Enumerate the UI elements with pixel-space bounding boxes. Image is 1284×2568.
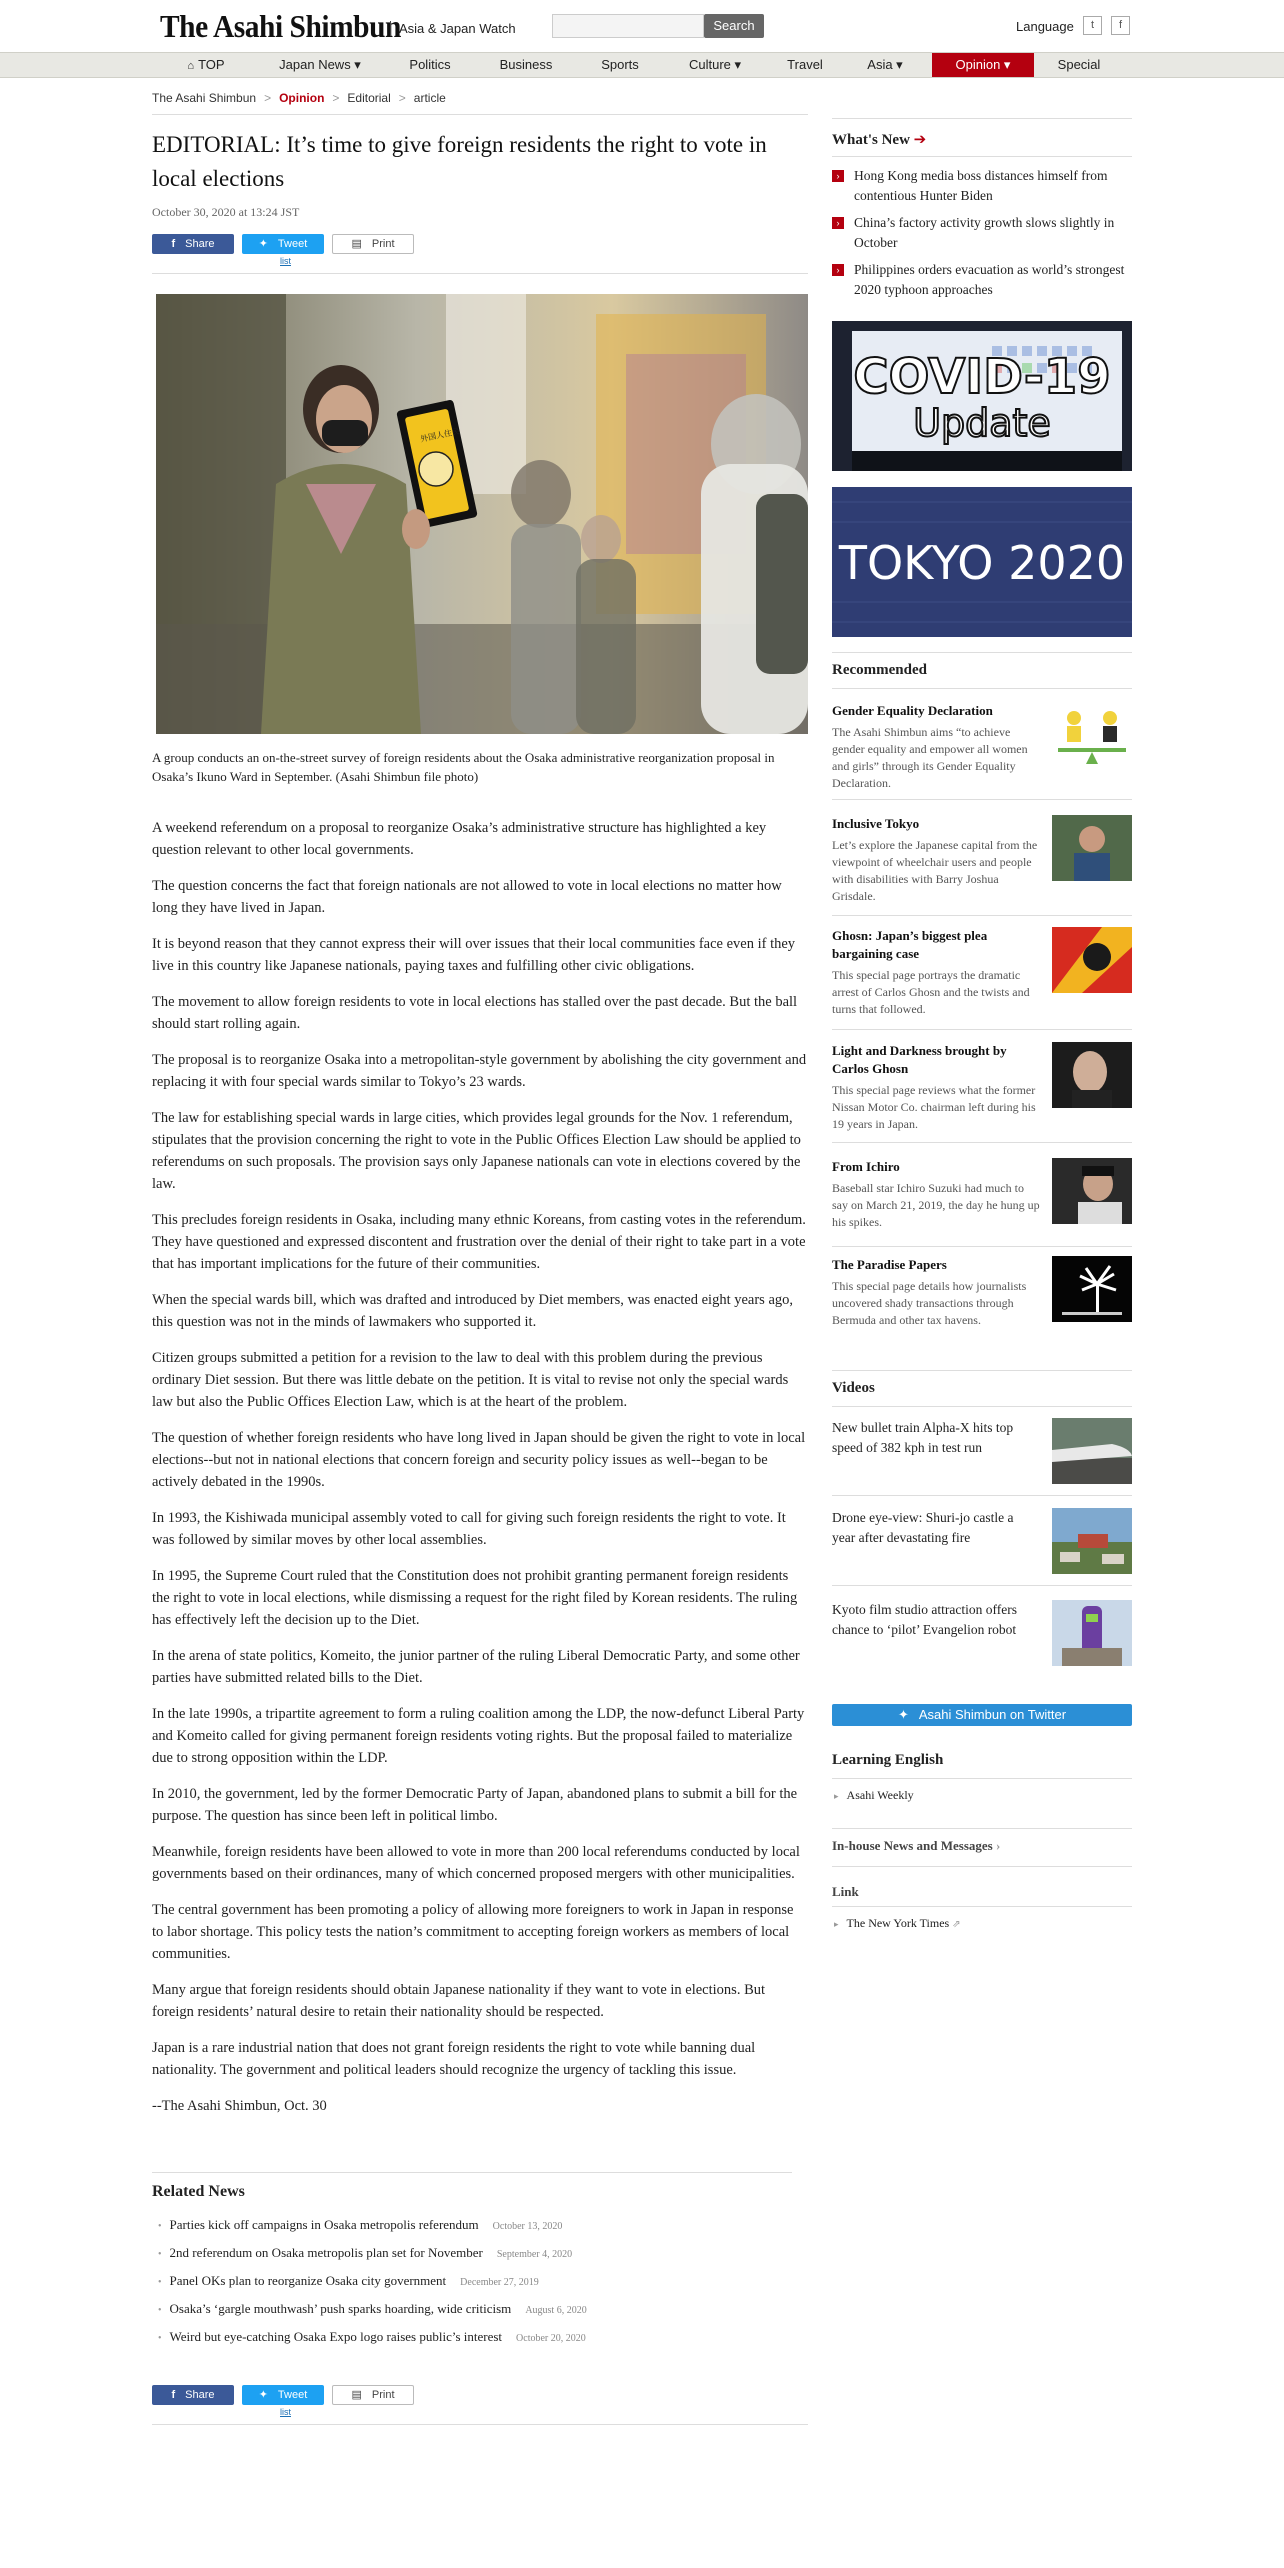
divider bbox=[832, 1142, 1132, 1143]
article-paragraph: In 2010, the government, led by the former Democratic Party of Japan, abandoned plans to submit a bill for the purpose. The question has since been left in political limbo. bbox=[152, 1786, 798, 1824]
triangle-right-icon: ▸ bbox=[834, 1919, 839, 1929]
paradise-papers-thumbnail bbox=[1052, 1256, 1132, 1322]
divider bbox=[152, 2424, 808, 2425]
divider bbox=[832, 1406, 1132, 1407]
tweet-button[interactable]: ✦ Tweet bbox=[242, 2385, 324, 2405]
article-paragraph: Japan is a rare industrial nation that does not grant foreign residents the right to vote while banning dual nationality. The government and political leaders should recognize the urgency of tackling this issue. bbox=[152, 2040, 756, 2078]
whats-new-item[interactable]: › China’s factory activity growth slows slightly in October bbox=[832, 213, 1132, 253]
svg-text:Update: Update bbox=[913, 401, 1051, 445]
article-paragraph: In the late 1990s, a tripartite agreement to form a ruling coalition among the LDP, the now-defunct Liberal Party and Komeito called for giving permanent foreign residents voting rights. But the proposal failed to materialize due to strong opposition within the LDP. bbox=[152, 1706, 805, 1766]
breadcrumb-opinion[interactable]: Opinion bbox=[279, 91, 325, 105]
divider bbox=[832, 652, 1132, 653]
facebook-icon: f bbox=[171, 238, 176, 250]
article-paragraph: The law for establishing special wards in large cities, which provides legal grounds for the Nov. 1 referendum, stipulates that the provision concerning the right to vote in the Public Offices Election Law should be applied to referendums on such proposals. The provision says only Japanese nationals can vote in elections covered by the law. bbox=[152, 1110, 801, 1192]
video-item[interactable]: New bullet train Alpha-X hits top speed of 382 kph in test run bbox=[832, 1418, 1132, 1458]
divider bbox=[832, 1029, 1132, 1030]
whats-new-title[interactable]: What's New ➔ bbox=[832, 130, 927, 148]
search-input[interactable] bbox=[552, 14, 704, 38]
gender-equality-thumbnail bbox=[1052, 702, 1132, 768]
photo-illustration bbox=[156, 294, 808, 734]
share-bar-bottom bbox=[152, 2385, 422, 2415]
nav-item-top[interactable]: ⌂ TOP bbox=[187, 57, 225, 72]
divider bbox=[832, 1828, 1132, 1829]
divider bbox=[152, 2172, 792, 2173]
inclusive-tokyo-thumbnail bbox=[1052, 815, 1132, 881]
bullet-icon: • bbox=[158, 2305, 162, 2316]
divider bbox=[832, 1585, 1132, 1586]
article-signature: --The Asahi Shimbun, Oct. 30 bbox=[152, 2098, 327, 2114]
site-logo[interactable]: The Asahi Shimbun bbox=[160, 8, 401, 44]
article-paragraph: Citizen groups submitted a petition for a revision to the law to deal with this problem during the previous ordinary Diet session. But there was little debate on the petition. It is vital to revise not only the special wards law but also the Public Offices Election Law, which is at the heart of the problem. bbox=[152, 1350, 789, 1410]
printer-icon: ▤ bbox=[351, 238, 362, 250]
related-news-item[interactable]: • 2nd referendum on Osaka metropolis plan set for November September 4, 2020 bbox=[158, 2245, 573, 2260]
search-button[interactable]: Search bbox=[704, 14, 764, 38]
divider bbox=[832, 1370, 1132, 1371]
recommended-title: Recommended bbox=[832, 662, 927, 678]
divider bbox=[832, 118, 1132, 119]
divider bbox=[832, 688, 1132, 689]
recommended-item[interactable]: Ghosn: Japan’s biggest plea bargaining case This special page portrays the dramatic arrest of Carlos Ghosn and the twists and turns that followed. bbox=[832, 927, 1132, 1018]
facebook-icon[interactable]: f bbox=[1111, 16, 1130, 35]
twitter-follow-bar[interactable]: ✦ Asahi Shimbun on Twitter bbox=[832, 1704, 1132, 1726]
nav-item-special[interactable]: Special bbox=[1057, 57, 1101, 72]
nav-item-culture[interactable]: Culture ▾ bbox=[688, 57, 742, 72]
article-title: EDITORIAL: It’s time to give foreign residents the right to vote in local elections bbox=[152, 132, 767, 191]
article-paragraph: In 1995, the Supreme Court ruled that the Constitution does not prohibit granting permanent foreign residents the right to vote in local elections, while dismissing a request for the right filed by Korean residents. The ruling has effectively left the decision up to the Diet. bbox=[152, 1568, 798, 1628]
twitter-bird-icon: ✦ bbox=[897, 1707, 909, 1722]
printer-icon: ▤ bbox=[351, 2389, 362, 2401]
chevron-right-icon: › bbox=[832, 217, 844, 229]
covid-update-banner[interactable] bbox=[832, 321, 1132, 471]
twitter-icon[interactable]: t bbox=[1083, 16, 1102, 35]
recommended-item[interactable]: The Paradise Papers This special page details how journalists uncovered shady transactions through Bermuda and other tax havens. bbox=[832, 1256, 1132, 1329]
related-news-item[interactable]: • Parties kick off campaigns in Osaka metropolis referendum October 13, 2020 bbox=[158, 2217, 563, 2232]
bullet-icon: • bbox=[158, 2333, 162, 2344]
bullet-icon: • bbox=[158, 2277, 162, 2288]
bullet-train-thumbnail bbox=[1052, 1418, 1132, 1484]
print-button[interactable]: ▤ Print bbox=[332, 234, 414, 254]
svg-text:COVID-19: COVID-19 bbox=[853, 349, 1111, 405]
video-item[interactable]: Kyoto film studio attraction offers chance to ‘pilot’ Evangelion robot bbox=[832, 1600, 1132, 1640]
nav-item-politics[interactable]: Politics bbox=[409, 57, 451, 72]
tweet-list-link[interactable]: list bbox=[280, 256, 291, 266]
article-photo bbox=[156, 294, 808, 734]
new-york-times-link[interactable]: ▸ The New York Times ⇗ bbox=[834, 1916, 961, 1930]
article-paragraph: In the arena of state politics, Komeito, the junior partner of the ruling Liberal Democratic Party, and some other parties have submitted related bills to the Diet. bbox=[152, 1648, 800, 1686]
breadcrumb-home[interactable]: The Asahi Shimbun bbox=[152, 91, 257, 105]
video-item[interactable]: Drone eye-view: Shuri-jo castle a year after devastating fire bbox=[832, 1508, 1132, 1548]
site-header bbox=[0, 0, 1284, 52]
facebook-share-button[interactable]: f Share bbox=[152, 2385, 234, 2405]
article-paragraph: The question concerns the fact that foreign nationals are not allowed to vote in local elections no matter how long they have lived in Japan. bbox=[152, 878, 782, 916]
divider bbox=[832, 1246, 1132, 1247]
link-section-title: Link bbox=[832, 1884, 859, 1899]
sign-text: 外国人住民 bbox=[419, 426, 461, 444]
arrow-right-icon: ➔ bbox=[913, 130, 927, 148]
divider bbox=[832, 1495, 1132, 1496]
language-link[interactable]: Language bbox=[1016, 19, 1074, 34]
breadcrumb-editorial[interactable]: Editorial bbox=[347, 91, 391, 105]
print-button[interactable]: ▤ Print bbox=[332, 2385, 414, 2405]
recommended-item[interactable]: Light and Darkness brought by Carlos Ghosn This special page reviews what the former Nissan Motor Co. chairman left during his 19 years in Japan. bbox=[832, 1042, 1132, 1133]
home-icon: ⌂ bbox=[187, 60, 195, 72]
divider bbox=[832, 915, 1132, 916]
article-paragraph: A weekend referendum on a proposal to reorganize Osaka’s administrative structure has highlighted a key question relevant to other local governments. bbox=[152, 820, 767, 858]
related-news-item[interactable]: • Weird but eye-catching Osaka Expo logo raises public’s interest October 20, 2020 bbox=[158, 2329, 586, 2344]
nav-item-japan-news[interactable]: Japan News ▾ bbox=[279, 57, 361, 72]
site-logo-subtitle: Asia & Japan Watch bbox=[390, 21, 516, 36]
article-paragraph: The central government has been promoting a policy of allowing more foreigners to work in Japan in response to labor shortage. This policy tests the nation’s commitment to accepting foreign workers as members of local communities. bbox=[152, 1902, 794, 1962]
svg-text:TOKYO 2020: TOKYO 2020 bbox=[838, 536, 1126, 590]
tokyo-2020-banner[interactable] bbox=[832, 487, 1132, 637]
photo-caption: A group conducts an on-the-street survey of foreign residents about the Osaka administrative reorganization proposal in Osaka’s Ikuno Ward in September. (Asahi Shimbun file photo) bbox=[152, 750, 775, 784]
related-news-item[interactable]: • Panel OKs plan to reorganize Osaka city government December 27, 2019 bbox=[158, 2273, 539, 2288]
article-paragraph: Meanwhile, foreign residents have been allowed to vote in more than 200 local referendums conducted by local governments based on their ordinances, many of which concerned proposed mergers with other municipalities. bbox=[152, 1844, 800, 1882]
inhouse-news-link[interactable]: In-house News and Messages › bbox=[832, 1838, 1001, 1853]
facebook-icon: f bbox=[171, 2389, 176, 2401]
whats-new-item[interactable]: › Hong Kong media boss distances himself from contentious Hunter Biden bbox=[832, 166, 1132, 206]
chevron-right-icon: › bbox=[832, 170, 844, 182]
recommended-item[interactable]: Gender Equality Declaration The Asahi Shimbun aims “to achieve gender equality and empower all women and girls” through its Gender Equality Declaration. bbox=[832, 702, 1132, 792]
article-paragraph: The proposal is to reorganize Osaka into a metropolitan-style government by abolishing the city government and replacing it with four special wards similar to Tokyo’s 23 wards. bbox=[152, 1052, 807, 1090]
bullet-icon: • bbox=[158, 2249, 162, 2260]
share-bar-top bbox=[152, 234, 422, 264]
bullet-icon: • bbox=[158, 2221, 162, 2232]
article-date: October 30, 2020 at 13:24 JST bbox=[152, 205, 300, 219]
divider bbox=[832, 1778, 1132, 1779]
tokyo-banner-image bbox=[832, 487, 1132, 637]
article-paragraph: The question of whether foreign residents who have long lived in Japan should be given the right to vote in local elections--but not in national elections that concern foreign and security policy issues as well--began to be actively debated in the 1990s. bbox=[152, 1430, 806, 1490]
breadcrumb-current: article bbox=[413, 91, 446, 105]
chevron-right-icon: › bbox=[995, 1838, 1001, 1853]
related-news-item[interactable]: • Osaka’s ‘gargle mouthwash’ push sparks hoarding, wide criticism August 6, 2020 bbox=[158, 2301, 587, 2316]
ghosn-thumbnail bbox=[1052, 927, 1132, 993]
related-news-list bbox=[158, 2217, 798, 2357]
divider bbox=[152, 273, 808, 274]
shuri-castle-thumbnail bbox=[1052, 1508, 1132, 1574]
tweet-list-link[interactable]: list bbox=[280, 2407, 291, 2417]
triangle-right-icon: ▸ bbox=[834, 1791, 839, 1801]
ichiro-thumbnail bbox=[1052, 1158, 1132, 1224]
asahi-weekly-link[interactable]: ▸ Asahi Weekly bbox=[834, 1788, 914, 1802]
related-news-title: Related News bbox=[152, 2183, 245, 2200]
twitter-bird-icon: ✦ bbox=[258, 238, 268, 250]
divider bbox=[152, 114, 808, 115]
ghosn-portrait-thumbnail bbox=[1052, 1042, 1132, 1108]
facebook-share-button[interactable]: f Share bbox=[152, 234, 234, 254]
nav-item-opinion[interactable]: Opinion ▾ bbox=[932, 53, 1034, 77]
divider bbox=[832, 156, 1132, 157]
nav-item-business[interactable]: Business bbox=[499, 57, 553, 72]
breadcrumb: The Asahi Shimbun > Opinion > Editorial > article bbox=[152, 91, 446, 105]
external-link-icon: ⇗ bbox=[952, 1919, 961, 1930]
article-paragraph: In 1993, the Kishiwada municipal assembly voted to call for giving such foreign residents the right to vote. It was followed by similar moves by other local assemblies. bbox=[152, 1510, 786, 1548]
learning-english-title: Learning English bbox=[832, 1752, 944, 1768]
article-paragraph: When the special wards bill, which was drafted and introduced by Diet members, was enacted eight years ago, this question was not in the minds of lawmakers who supported it. bbox=[152, 1292, 794, 1330]
nav-item-asia[interactable]: Asia ▾ bbox=[867, 57, 903, 72]
recommended-item[interactable]: Inclusive Tokyo Let’s explore the Japanese capital from the viewpoint of wheelchair users and people with disabilities with Barry Joshua Grisdale. bbox=[832, 815, 1132, 905]
divider bbox=[832, 1906, 1132, 1907]
evangelion-thumbnail bbox=[1052, 1600, 1132, 1666]
recommended-item[interactable]: From Ichiro Baseball star Ichiro Suzuki had much to say on March 21, 2019, the day he hung up his spikes. bbox=[832, 1158, 1132, 1231]
article-paragraph: This precludes foreign residents in Osaka, including many ethnic Koreans, from casting votes in the referendum. They have questioned and expressed discontent and frustration over the denial of their right to take part in a vote that has important implications for the future of their communities. bbox=[152, 1212, 806, 1272]
whats-new-item[interactable]: › Philippines orders evacuation as world’s strongest 2020 typhoon approaches bbox=[832, 260, 1132, 300]
article-paragraph: It is beyond reason that they cannot express their will over issues that their local communities face even if they live in this country like Japanese nationals, paying taxes and fulfilling other civic obligations. bbox=[152, 936, 796, 974]
chevron-right-icon: › bbox=[832, 264, 844, 276]
videos-title: Videos bbox=[832, 1380, 875, 1396]
article-paragraph: Many argue that foreign residents should obtain Japanese nationality if they want to vote in elections. But foreign residents’ natural desire to retain their nationality should be respected. bbox=[152, 1982, 766, 2020]
article-paragraph: The movement to allow foreign residents to vote in local elections has stalled over the past decade. But the ball should start rolling again. bbox=[152, 994, 798, 1032]
main-nav bbox=[0, 52, 1284, 78]
article-body bbox=[152, 817, 808, 2131]
tweet-button[interactable]: ✦ Tweet bbox=[242, 234, 324, 254]
nav-item-sports[interactable]: Sports bbox=[601, 57, 639, 72]
divider bbox=[832, 1866, 1132, 1867]
nav-item-travel[interactable]: Travel bbox=[787, 57, 823, 72]
divider bbox=[832, 799, 1132, 800]
twitter-bird-icon: ✦ bbox=[258, 2389, 268, 2401]
covid-banner-image bbox=[832, 321, 1132, 471]
